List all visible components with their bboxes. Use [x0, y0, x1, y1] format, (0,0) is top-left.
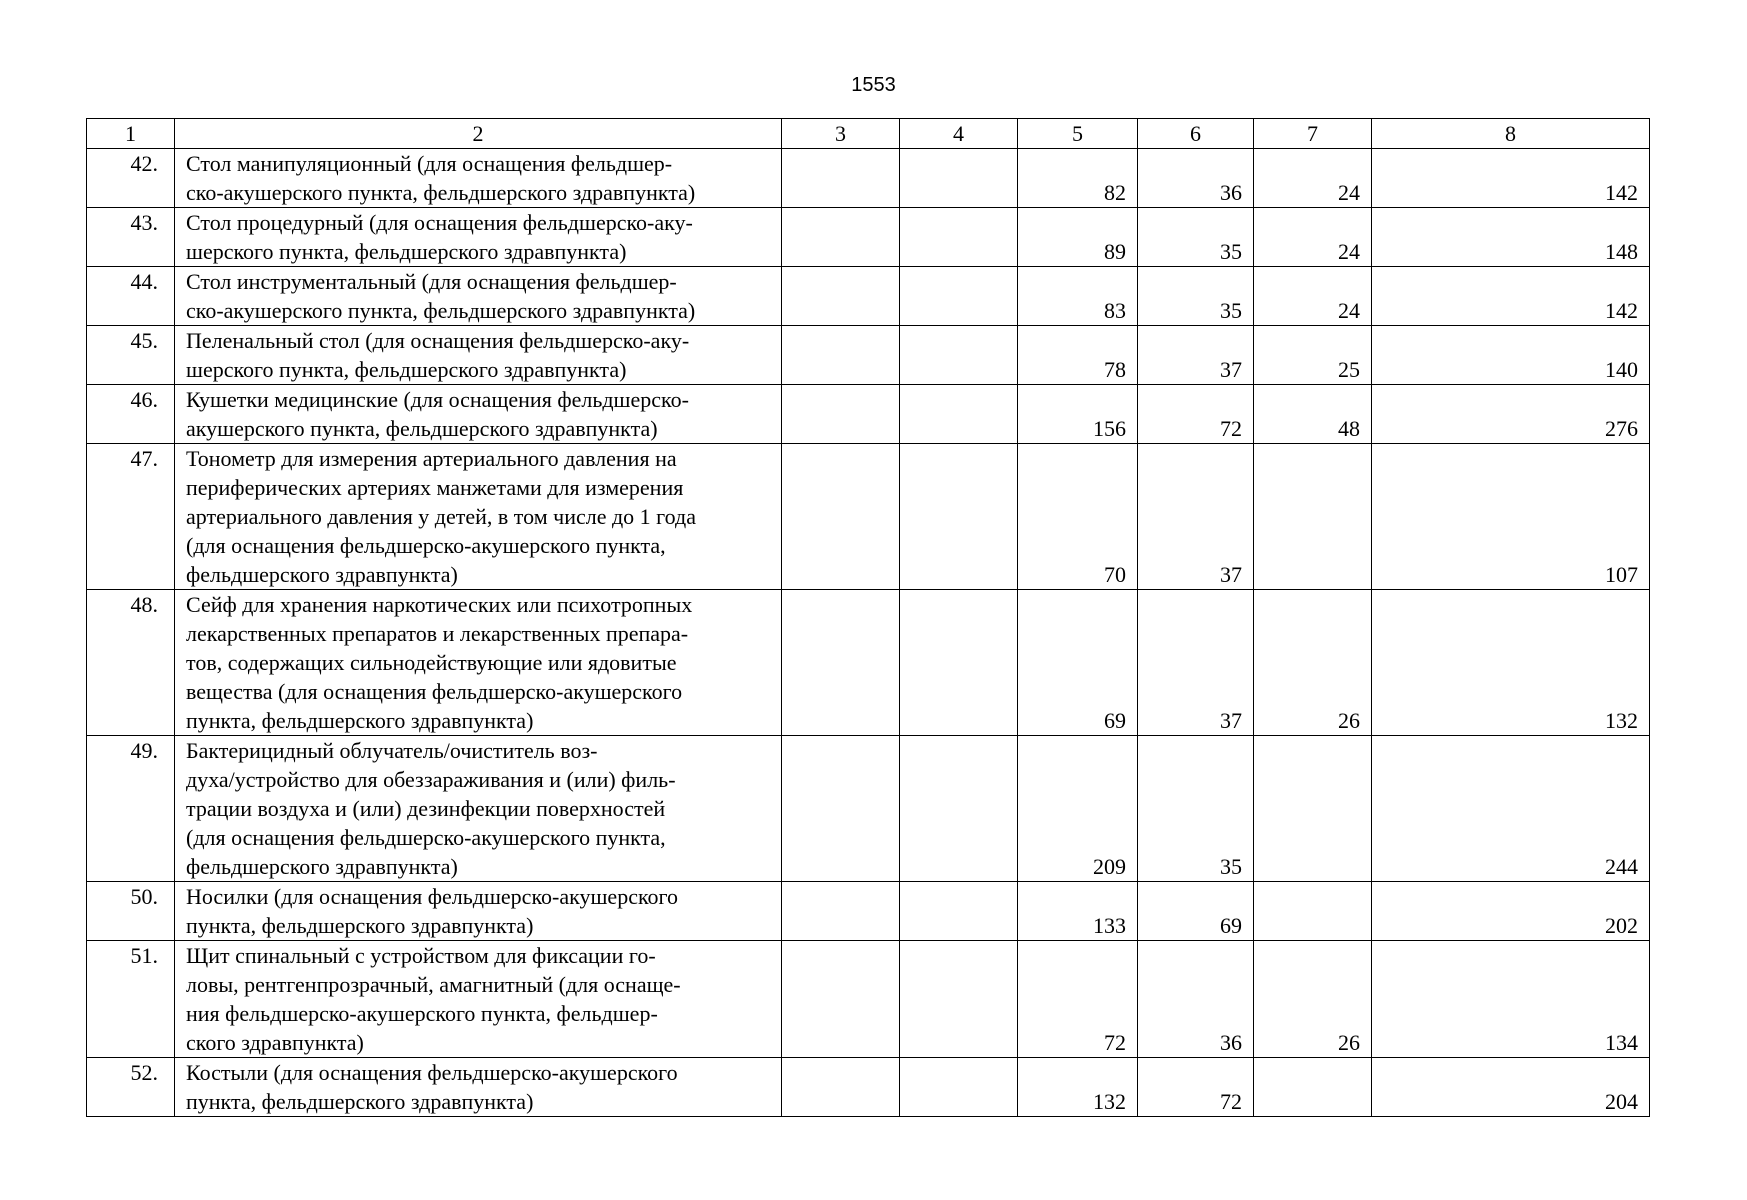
row-number: 42. — [87, 149, 175, 208]
cell-col-5: 78 — [1018, 326, 1138, 385]
cell-col-8: 107 — [1372, 444, 1650, 590]
cell-col-8: 148 — [1372, 208, 1650, 267]
item-name-line: лекарственных препаратов и лекарственных препара- — [186, 621, 689, 646]
cell-col-6: 37 — [1138, 444, 1254, 590]
item-name-line: ловы, рентгенпрозрачный, амагнитный (для оснаще- — [186, 972, 681, 997]
item-name-line: Костыли (для оснащения фельдшерско-акушерского — [186, 1060, 678, 1085]
cell-col-8: 142 — [1372, 149, 1650, 208]
cell-col-6: 37 — [1138, 590, 1254, 736]
cell-col-6: 35 — [1138, 208, 1254, 267]
item-name — [175, 385, 782, 444]
cell-col-4 — [900, 590, 1018, 736]
item-name-line: Бактерицидный облучатель/очиститель воз- — [186, 738, 598, 763]
cell-col-5: 209 — [1018, 736, 1138, 882]
row-number: 51. — [87, 941, 175, 1058]
item-name-line: Кушетки медицинские (для оснащения фельдшерско- — [186, 387, 689, 412]
cell-col-7: 24 — [1254, 267, 1372, 326]
table-row — [87, 267, 1650, 326]
item-name-line: Тонометр для измерения артериального давления на — [186, 446, 677, 471]
item-name-line: (для оснащения фельдшерско-акушерского пункта, — [186, 825, 666, 850]
item-name-line: трации воздуха и (или) дезинфекции поверхностей — [186, 796, 666, 821]
item-name-line: тов, содержащих сильнодействующие или ядовитые — [186, 650, 677, 675]
table-row — [87, 736, 1650, 882]
cell-col-5: 89 — [1018, 208, 1138, 267]
row-number: 44. — [87, 267, 175, 326]
cell-col-5: 156 — [1018, 385, 1138, 444]
column-header: 3 — [782, 119, 900, 149]
cell-col-7 — [1254, 1058, 1372, 1117]
item-name — [175, 736, 782, 882]
item-name-line: пункта, фельдшерского здравпункта) — [186, 708, 534, 733]
cell-col-5: 72 — [1018, 941, 1138, 1058]
cell-col-7: 26 — [1254, 590, 1372, 736]
cell-col-8: 204 — [1372, 1058, 1650, 1117]
table-row — [87, 326, 1650, 385]
item-name — [175, 267, 782, 326]
header-row — [87, 119, 1650, 149]
cell-col-7 — [1254, 882, 1372, 941]
item-name-line: артериального давления у детей, в том числе до 1 года — [186, 504, 696, 529]
item-name-line: Стол процедурный (для оснащения фельдшерско-аку- — [186, 210, 693, 235]
item-name-line: пункта, фельдшерского здравпункта) — [186, 1089, 534, 1114]
table-body — [87, 119, 1650, 1117]
item-name-line: Пеленальный стол (для оснащения фельдшерско-аку- — [186, 328, 690, 353]
cell-col-8: 142 — [1372, 267, 1650, 326]
item-name-line: акушерского пункта, фельдшерского здравпункта) — [186, 416, 658, 441]
item-name — [175, 941, 782, 1058]
cell-col-7: 26 — [1254, 941, 1372, 1058]
column-header: 1 — [87, 119, 175, 149]
cell-col-7: 25 — [1254, 326, 1372, 385]
cell-col-3 — [782, 326, 900, 385]
cell-col-6: 36 — [1138, 149, 1254, 208]
item-name — [175, 590, 782, 736]
cell-col-6: 35 — [1138, 267, 1254, 326]
table-row — [87, 385, 1650, 444]
cell-col-5: 83 — [1018, 267, 1138, 326]
item-name — [175, 208, 782, 267]
item-name — [175, 149, 782, 208]
item-name-line: ния фельдшерско-акушерского пункта, фельдшер- — [186, 1001, 658, 1026]
cell-col-3 — [782, 590, 900, 736]
cell-col-7: 24 — [1254, 208, 1372, 267]
table-row — [87, 149, 1650, 208]
cell-col-7: 24 — [1254, 149, 1372, 208]
row-number: 50. — [87, 882, 175, 941]
cell-col-4 — [900, 1058, 1018, 1117]
item-name-line: ско-акушерского пункта, фельдшерского здравпункта) — [186, 298, 696, 323]
cell-col-3 — [782, 267, 900, 326]
table-row — [87, 208, 1650, 267]
cell-col-4 — [900, 882, 1018, 941]
item-name-line: шерского пункта, фельдшерского здравпункта) — [186, 239, 627, 264]
cell-col-8: 132 — [1372, 590, 1650, 736]
cell-col-8: 134 — [1372, 941, 1650, 1058]
column-header: 6 — [1138, 119, 1254, 149]
cell-col-7 — [1254, 444, 1372, 590]
cell-col-3 — [782, 208, 900, 267]
item-name-line: (для оснащения фельдшерско-акушерского пункта, — [186, 533, 666, 558]
cell-col-6: 37 — [1138, 326, 1254, 385]
cell-col-6: 36 — [1138, 941, 1254, 1058]
cell-col-4 — [900, 736, 1018, 882]
cell-col-3 — [782, 882, 900, 941]
cell-col-3 — [782, 941, 900, 1058]
item-name — [175, 444, 782, 590]
cell-col-4 — [900, 385, 1018, 444]
table-row — [87, 444, 1650, 590]
item-name-line: шерского пункта, фельдшерского здравпункта) — [186, 357, 627, 382]
row-number: 48. — [87, 590, 175, 736]
column-header: 8 — [1372, 119, 1650, 149]
row-number: 46. — [87, 385, 175, 444]
column-header: 2 — [175, 119, 782, 149]
cell-col-3 — [782, 444, 900, 590]
item-name-line: Носилки (для оснащения фельдшерско-акушерского — [186, 884, 679, 909]
cell-col-3 — [782, 149, 900, 208]
item-name-line: фельдшерского здравпункта) — [186, 854, 458, 879]
cell-col-6: 69 — [1138, 882, 1254, 941]
cell-col-8: 276 — [1372, 385, 1650, 444]
cell-col-8: 244 — [1372, 736, 1650, 882]
cell-col-4 — [900, 444, 1018, 590]
row-number: 47. — [87, 444, 175, 590]
cell-col-6: 72 — [1138, 385, 1254, 444]
item-name-line: периферических артериях манжетами для измерения — [186, 475, 684, 500]
cell-col-5: 70 — [1018, 444, 1138, 590]
item-name-line: Сейф для хранения наркотических или психотропных — [186, 592, 693, 617]
column-header: 7 — [1254, 119, 1372, 149]
item-name-line: Щит спинальный с устройством для фиксации го- — [186, 943, 656, 968]
item-name-line: вещества (для оснащения фельдшерско-акушерского — [186, 679, 683, 704]
cell-col-7 — [1254, 736, 1372, 882]
cell-col-4 — [900, 326, 1018, 385]
table-row — [87, 882, 1650, 941]
item-name-line: Стол инструментальный (для оснащения фельдшер- — [186, 269, 677, 294]
cell-col-4 — [900, 208, 1018, 267]
cell-col-8: 202 — [1372, 882, 1650, 941]
column-header: 4 — [900, 119, 1018, 149]
cell-col-3 — [782, 736, 900, 882]
item-name — [175, 882, 782, 941]
page-number: 1553 — [851, 74, 896, 96]
item-name-line: духа/устройство для обеззараживания и (или) филь- — [186, 767, 676, 792]
item-name-line: фельдшерского здравпункта) — [186, 562, 458, 587]
cell-col-5: 69 — [1018, 590, 1138, 736]
cell-col-3 — [782, 1058, 900, 1117]
table-row — [87, 1058, 1650, 1117]
cell-col-6: 72 — [1138, 1058, 1254, 1117]
cell-col-4 — [900, 941, 1018, 1058]
item-name-line: ско-акушерского пункта, фельдшерского здравпункта) — [186, 180, 696, 205]
row-number: 43. — [87, 208, 175, 267]
table-row — [87, 590, 1650, 736]
row-number: 45. — [87, 326, 175, 385]
cell-col-8: 140 — [1372, 326, 1650, 385]
item-name — [175, 326, 782, 385]
cell-col-5: 132 — [1018, 1058, 1138, 1117]
cell-col-5: 82 — [1018, 149, 1138, 208]
item-name-line: ского здравпункта) — [186, 1030, 364, 1055]
item-name-line: пункта, фельдшерского здравпункта) — [186, 913, 534, 938]
equipment-table — [86, 118, 1650, 1117]
cell-col-3 — [782, 385, 900, 444]
table-row — [87, 941, 1650, 1058]
row-number: 49. — [87, 736, 175, 882]
item-name-line: Стол манипуляционный (для оснащения фельдшер- — [186, 151, 673, 176]
item-name — [175, 1058, 782, 1117]
cell-col-6: 35 — [1138, 736, 1254, 882]
row-number: 52. — [87, 1058, 175, 1117]
cell-col-4 — [900, 149, 1018, 208]
cell-col-5: 133 — [1018, 882, 1138, 941]
cell-col-7: 48 — [1254, 385, 1372, 444]
column-header: 5 — [1018, 119, 1138, 149]
cell-col-4 — [900, 267, 1018, 326]
